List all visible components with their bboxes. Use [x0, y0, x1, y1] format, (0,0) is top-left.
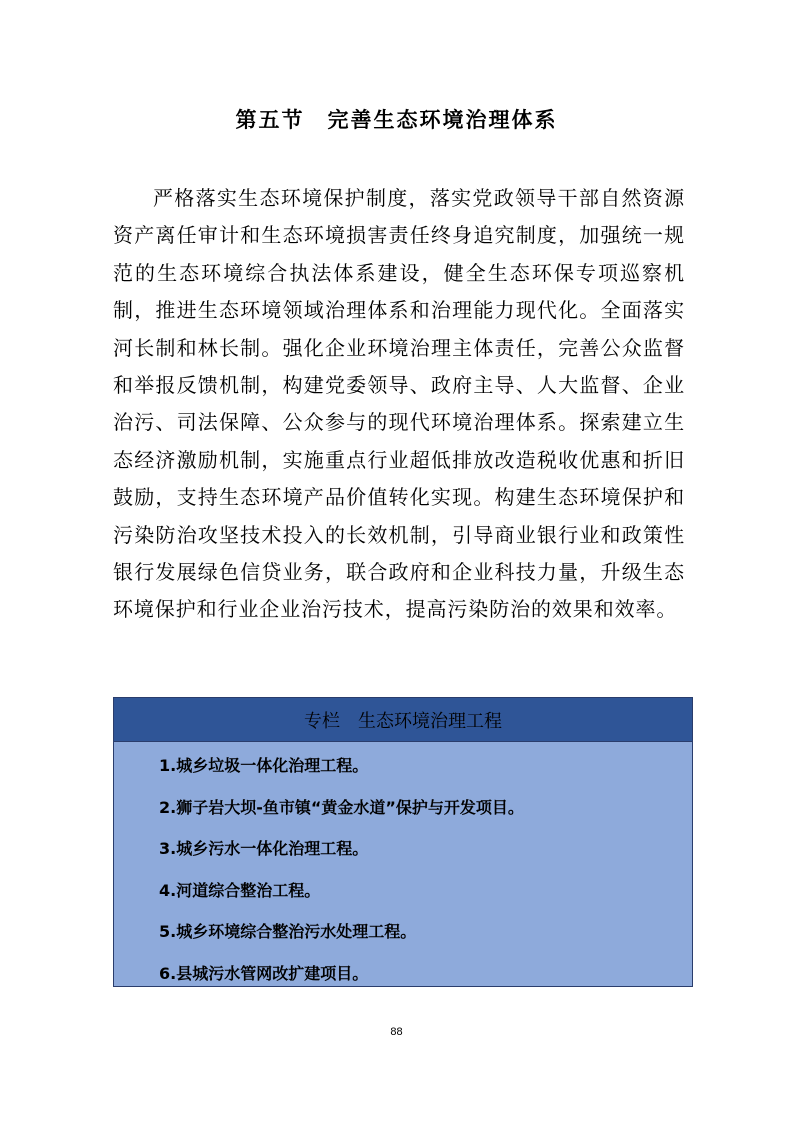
page-number: 88	[390, 1026, 403, 1038]
list-item: 4.河道综合整治工程。	[159, 880, 321, 900]
body-paragraph: 严格落实生态环境保护制度，落实党政领导干部自然资源资产离任审计和生态环境损害责任终身追究制度，加强统一规范的生态环境综合执法体系建设，健全生态环保专项巡察机制，推进生态环境领域治理体系和治理能力现代化。全面落实河长制和林长制。强化企业环境治理主体责任，完善公众监督和举报反馈机制，构建党委领导、政府主导、人大监督、企业治污、司法保障、公众参与的现代环境治理体系。探索建立生态经济激励机制，实施重点行业超低排放改造税收优惠和折旧鼓励，支持生态环境产品价值转化实现。构建生态环境保护和污染防治攻坚技术投入的长效机制，引导商业银行业和政策性银行发展绿色信贷业务，联合政府和企业科技力量，升级生态环境保护和行业企业治污技术，提高污染防治的效果和效率。	[113, 186, 685, 622]
project-column-box	[113, 697, 693, 987]
column-header: 专栏 生态环境治理工程	[114, 698, 692, 742]
section-title: 第五节 完善生态环境治理体系	[235, 108, 558, 132]
list-item: 6.县城污水管网改扩建项目。	[159, 963, 369, 983]
list-item: 2.狮子岩大坝-鱼市镇“黄金水道”保护与开发项目。	[159, 797, 524, 817]
list-item: 3.城乡污水一体化治理工程。	[159, 839, 369, 858]
list-item: 1.城乡垃圾一体化治理工程。	[159, 756, 369, 775]
list-item: 5.城乡环境综合整治污水处理工程。	[159, 922, 417, 941]
project-list	[114, 742, 692, 994]
